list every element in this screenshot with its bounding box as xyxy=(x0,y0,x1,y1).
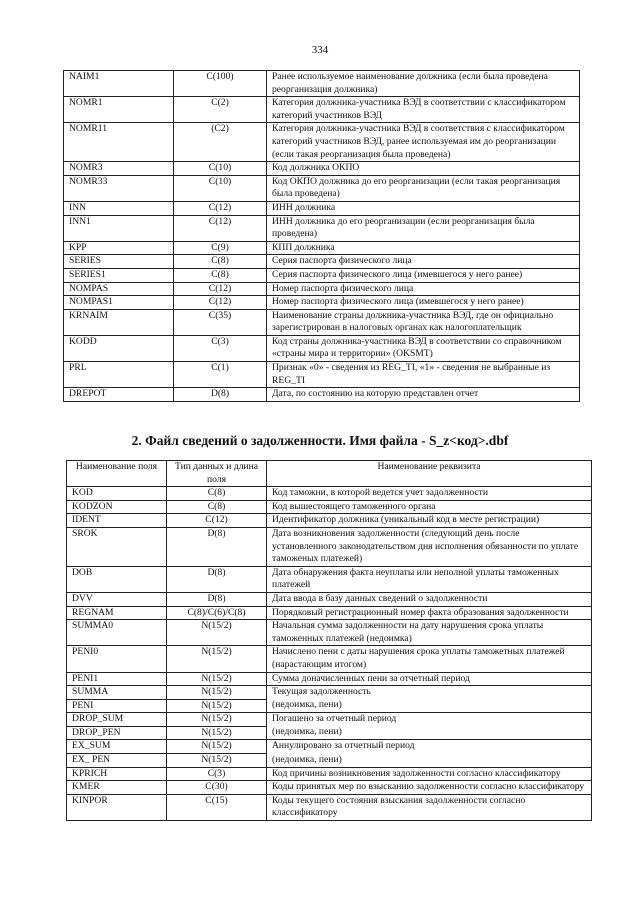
data-type-cell: C(10) xyxy=(174,162,267,176)
field-name-cell: NOMR33 xyxy=(64,175,174,201)
table-row xyxy=(67,487,592,501)
table-row xyxy=(64,296,580,310)
description-cell: Категория должника-участника ВЭД в соответствия с классификатором категорий участников ВЭД, ранее используемая им до реорганизации (если такая реорганизация была проведена) xyxy=(267,123,580,162)
table-row xyxy=(67,699,592,713)
field-name-cell: DVV xyxy=(67,592,167,606)
description-cell: Идентификатор должника (уникальный код в месте регистрации) xyxy=(267,514,592,528)
field-name-cell: KOD xyxy=(67,487,167,501)
field-name-cell: NOMR11 xyxy=(64,123,174,162)
description-cell: Дата обнаружения факта неуплаты или неполной уплаты таможенных платежей xyxy=(267,566,592,592)
description-cell: Код должника ОКПО xyxy=(267,162,580,176)
data-type-cell: (C2) xyxy=(174,123,267,162)
description-cell: Дата ввода в базу данных сведений о задолженности xyxy=(267,592,592,606)
description-cell: Погашено за отчетный период xyxy=(267,713,592,727)
data-type-cell: D(8) xyxy=(174,388,267,402)
data-type-cell: N(15/2) xyxy=(167,754,267,768)
table-row xyxy=(64,388,580,402)
table-row xyxy=(64,175,580,201)
field-name-cell: KRNAIM xyxy=(64,309,174,335)
table-row xyxy=(67,672,592,686)
description-cell: Код таможни, в которой ведется учет задолженности xyxy=(267,487,592,501)
description-cell: Коды принятых мер по взысканию задолженности согласно классификатору xyxy=(267,781,592,795)
description-cell: ИНН должника до его реорганизации (если реорганизация была проведена) xyxy=(267,215,580,241)
field-name-cell: DROP_SUM xyxy=(67,713,167,727)
data-type-cell: C(100) xyxy=(174,71,267,97)
data-type-cell: C(12) xyxy=(174,296,267,310)
description-cell: Начислено пени с даты нарушения срока уплаты таможетных платежей (нарастающим итогом) xyxy=(267,646,592,672)
table-row xyxy=(67,754,592,768)
table-row xyxy=(67,527,592,566)
table-row xyxy=(64,309,580,335)
table-row xyxy=(67,646,592,672)
table-row xyxy=(64,123,580,162)
data-type-cell: C(8) xyxy=(174,255,267,269)
field-name-cell: KODD xyxy=(64,335,174,361)
data-type-cell: C(35) xyxy=(174,309,267,335)
page-number: 334 xyxy=(311,44,329,56)
data-type-cell: C(15) xyxy=(167,794,267,820)
description-cell: Текущая задолженность xyxy=(267,686,592,700)
data-type-cell: C(30) xyxy=(167,781,267,795)
field-name-cell: DROP_PEN xyxy=(67,726,167,740)
field-name-cell: REGNAM xyxy=(67,606,167,620)
data-type-cell: N(15/2) xyxy=(167,699,267,713)
field-name-cell: PENI xyxy=(67,699,167,713)
data-type-cell: D(8) xyxy=(167,566,267,592)
data-type-cell: C(12) xyxy=(174,201,267,215)
table-row xyxy=(67,794,592,820)
field-name-cell: PENI0 xyxy=(67,646,167,672)
field-name-cell: SROK xyxy=(67,527,167,566)
field-name-cell: KINPOR xyxy=(67,794,167,820)
data-type-cell: N(15/2) xyxy=(167,686,267,700)
table-row xyxy=(64,215,580,241)
table-row xyxy=(64,335,580,361)
field-name-cell: PRL xyxy=(64,362,174,388)
field-name-cell: NOMPAS1 xyxy=(64,296,174,310)
table-header-row xyxy=(67,461,592,487)
field-name-cell: DOB xyxy=(67,566,167,592)
table-row xyxy=(67,726,592,740)
table-row xyxy=(64,282,580,296)
table-row xyxy=(64,71,580,97)
field-name-cell: KPRICH xyxy=(67,767,167,781)
field-name-cell: DREPOT xyxy=(64,388,174,402)
description-cell: Код вышестоящего таможенного органа xyxy=(267,500,592,514)
field-name-cell: SUMMA0 xyxy=(67,620,167,646)
description-cell: Категория должника-участника ВЭД в соответствии с классификатором категорий участников ВЭД xyxy=(267,97,580,123)
table-row xyxy=(67,767,592,781)
description-cell: Наименование страны должника-участника ВЭД, где он официально зарегистрирован в налоговых органах как налогоплательщик xyxy=(267,309,580,335)
field-name-cell: NOMR1 xyxy=(64,97,174,123)
field-name-cell: KPP xyxy=(64,241,174,255)
description-cell: (недоимка, пени) xyxy=(267,699,592,713)
table-row xyxy=(64,97,580,123)
data-type-cell: C(8) xyxy=(167,500,267,514)
header-data-type: Тип данных и длина поля xyxy=(167,461,267,487)
data-type-cell: C(10) xyxy=(174,175,267,201)
data-type-cell: C(2) xyxy=(174,97,267,123)
data-type-cell: C(8)/C(6)/C(8) xyxy=(167,606,267,620)
data-type-cell: C(8) xyxy=(174,268,267,282)
description-cell: (недоимка, пени) xyxy=(267,754,592,768)
description-cell: Начальная сумма задолженности на дату нарушения срока уплаты таможенных платежей (недоимка) xyxy=(267,620,592,646)
field-name-cell: SERIES1 xyxy=(64,268,174,282)
field-name-cell: NOMPAS xyxy=(64,282,174,296)
header-field-name: Наименование поля xyxy=(67,461,167,487)
description-cell: ИНН должника xyxy=(267,201,580,215)
description-cell: Порядковый регистрационный номер факта образования задолженности xyxy=(267,606,592,620)
field-name-cell: KMER xyxy=(67,781,167,795)
table-row xyxy=(64,268,580,282)
description-cell: (недоимка, пени) xyxy=(267,726,592,740)
data-type-cell: C(8) xyxy=(167,487,267,501)
description-cell: Признак «0» - сведения из REG_TI, «1» - сведения не выбранные из REG_TI xyxy=(267,362,580,388)
field-name-cell: NAIM1 xyxy=(64,71,174,97)
table-row xyxy=(67,500,592,514)
data-type-cell: N(15/2) xyxy=(167,620,267,646)
table-row xyxy=(67,713,592,727)
description-cell: Ранее используемое наименование должника (если была проведена реорганизация должника) xyxy=(267,71,580,97)
description-cell: Серия паспорта физического лица xyxy=(267,255,580,269)
table-row xyxy=(64,362,580,388)
table-row xyxy=(67,620,592,646)
table-row xyxy=(64,255,580,269)
data-type-cell: C(12) xyxy=(174,282,267,296)
field-name-cell: SUMMA xyxy=(67,686,167,700)
description-cell: Номер паспорта физического лица xyxy=(267,282,580,296)
data-type-cell: N(15/2) xyxy=(167,646,267,672)
data-type-cell: C(3) xyxy=(167,767,267,781)
debt-fields-table xyxy=(66,460,592,821)
description-cell: Коды текущего состояния взыскания задолженности согласно классификатору xyxy=(267,794,592,820)
table-row xyxy=(67,781,592,795)
description-cell: Код ОКПО должника до его реорганизации (если такая реорганизация была проведена) xyxy=(267,175,580,201)
description-cell: КПП должника xyxy=(267,241,580,255)
field-name-cell: KODZON xyxy=(67,500,167,514)
table-row xyxy=(64,241,580,255)
field-name-cell: EX_SUM xyxy=(67,740,167,754)
data-type-cell: C(12) xyxy=(174,215,267,241)
data-type-cell: D(8) xyxy=(167,527,267,566)
description-cell: Код причины возникновения задолженности согласно классификатору xyxy=(267,767,592,781)
table-row xyxy=(67,606,592,620)
table-row xyxy=(64,162,580,176)
table-row xyxy=(67,514,592,528)
field-name-cell: EX_ PEN xyxy=(67,754,167,768)
description-cell: Номер паспорта физического лица (имевшегося у него ранее) xyxy=(267,296,580,310)
header-attribute-name: Наименование реквизита xyxy=(267,461,592,487)
field-name-cell: SERIES xyxy=(64,255,174,269)
data-type-cell: N(15/2) xyxy=(167,726,267,740)
data-type-cell: C(1) xyxy=(174,362,267,388)
table-row xyxy=(67,592,592,606)
data-type-cell: C(12) xyxy=(167,514,267,528)
field-name-cell: IDENT xyxy=(67,514,167,528)
description-cell: Серия паспорта физического лица (имевшегося у него ранее) xyxy=(267,268,580,282)
table-row xyxy=(64,201,580,215)
data-type-cell: N(15/2) xyxy=(167,713,267,727)
table-row xyxy=(67,740,592,754)
description-cell: Дата возникновения задолженности (следующий день после установленного законодательством дня исполнения обязанности по уплате таможеных платежей) xyxy=(267,527,592,566)
description-cell: Сумма доначисленных пени за отчетный период xyxy=(267,672,592,686)
field-name-cell: INN xyxy=(64,201,174,215)
description-cell: Аннулировано за отчетный период xyxy=(267,740,592,754)
data-type-cell: C(3) xyxy=(174,335,267,361)
field-name-cell: INN1 xyxy=(64,215,174,241)
description-cell: Дата, по состоянию на которую представлен отчет xyxy=(267,388,580,402)
table-row xyxy=(67,686,592,700)
data-type-cell: C(9) xyxy=(174,241,267,255)
description-cell: Код страны должника-участника ВЭД в соответствии со справочником «страны мира и территории» (OKSMT) xyxy=(267,335,580,361)
field-name-cell: NOMR3 xyxy=(64,162,174,176)
table-row xyxy=(67,566,592,592)
data-type-cell: N(15/2) xyxy=(167,672,267,686)
field-name-cell: PENI1 xyxy=(67,672,167,686)
section-title: 2. Файл сведений о задолженности. Имя файла - S_z<код>.dbf xyxy=(131,433,509,448)
data-type-cell: D(8) xyxy=(167,592,267,606)
data-type-cell: N(15/2) xyxy=(167,740,267,754)
fields-table-continued xyxy=(63,70,580,402)
